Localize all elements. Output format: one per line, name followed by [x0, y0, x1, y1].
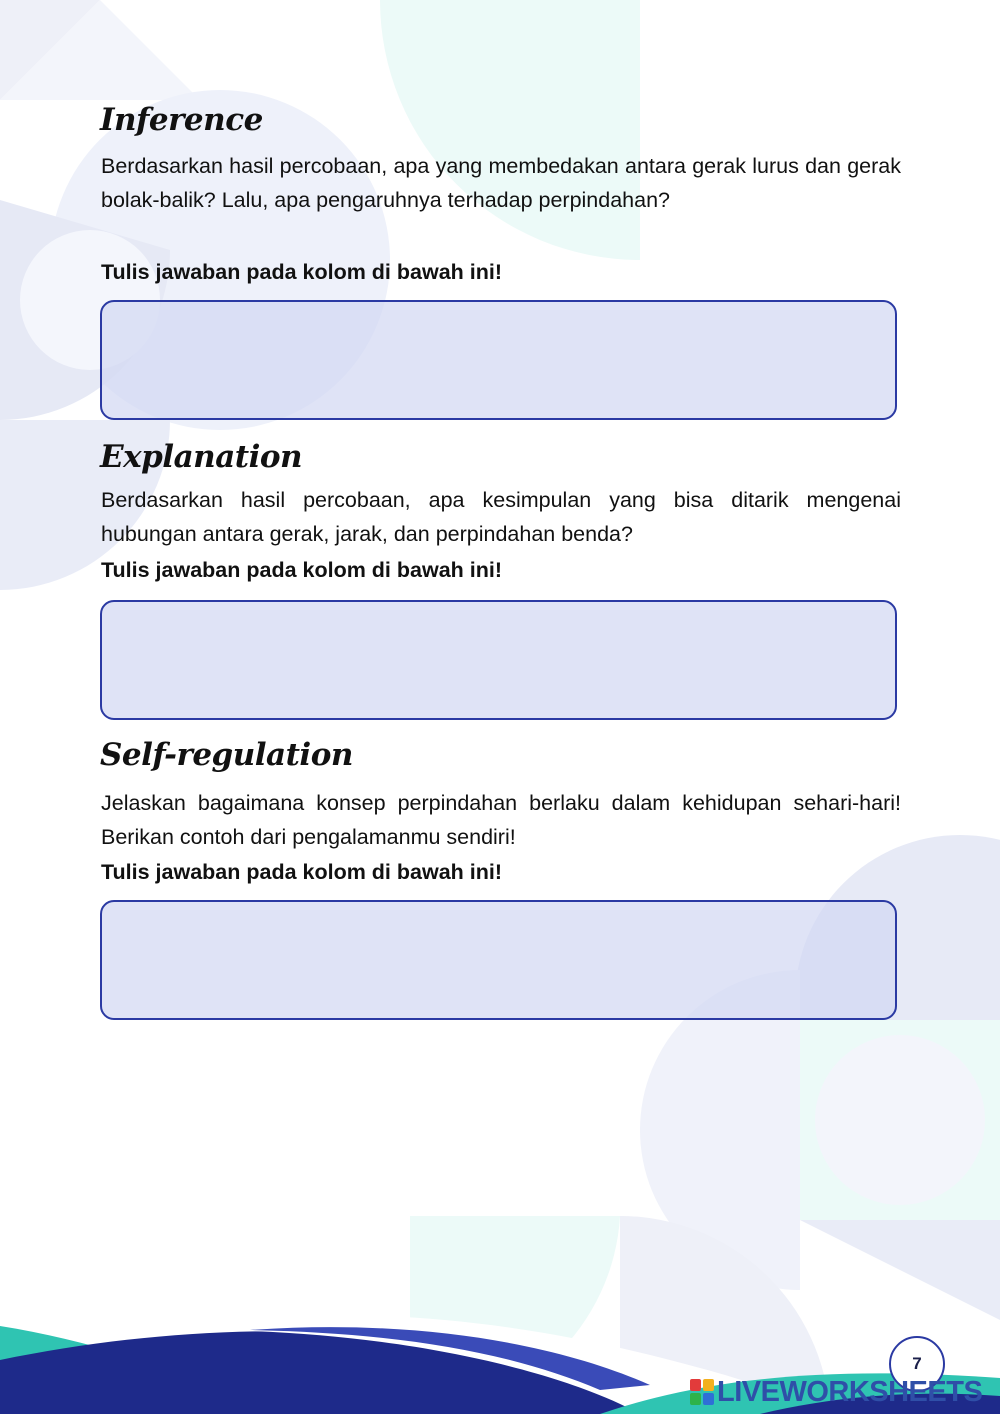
- logo-tile: [690, 1379, 701, 1391]
- instruction-inference: Tulis jawaban pada kolom di bawah ini!: [101, 260, 502, 284]
- instruction-self-regulation: Tulis jawaban pada kolom di bawah ini!: [101, 860, 502, 884]
- logo-tile: [703, 1379, 714, 1391]
- section-heading-self-regulation: Self-regulation: [100, 737, 353, 773]
- liveworksheets-logo-icon: [690, 1379, 714, 1405]
- question-inference: Berdasarkan hasil percobaan, apa yang membedakan antara gerak lurus dan gerak bolak-balik? Lalu, apa pengaruhnya terhadap perpindahan?: [101, 154, 901, 212]
- liveworksheets-watermark: [690, 1372, 982, 1412]
- question-explanation: Berdasarkan hasil percobaan, apa kesimpulan yang bisa ditarik mengenai hubungan antara gerak, jarak, dan perpindahan benda?: [101, 488, 901, 546]
- brand-name: LIVEWORKSHEETS: [717, 1375, 983, 1408]
- answer-box-explanation[interactable]: [100, 600, 897, 720]
- page-number: 7: [889, 1336, 945, 1392]
- answer-box-self-regulation[interactable]: [100, 900, 897, 1020]
- logo-tile: [690, 1393, 701, 1405]
- question-self-regulation: Jelaskan bagaimana konsep perpindahan berlaku dalam kehidupan sehari-hari! Berikan contoh dari pengalamanmu sendiri!: [101, 791, 901, 849]
- logo-tile: [703, 1393, 714, 1405]
- instruction-explanation: Tulis jawaban pada kolom di bawah ini!: [101, 558, 502, 582]
- answer-box-inference[interactable]: [100, 300, 897, 420]
- section-heading-inference: Inference: [100, 102, 263, 138]
- section-heading-explanation: Explanation: [100, 439, 303, 475]
